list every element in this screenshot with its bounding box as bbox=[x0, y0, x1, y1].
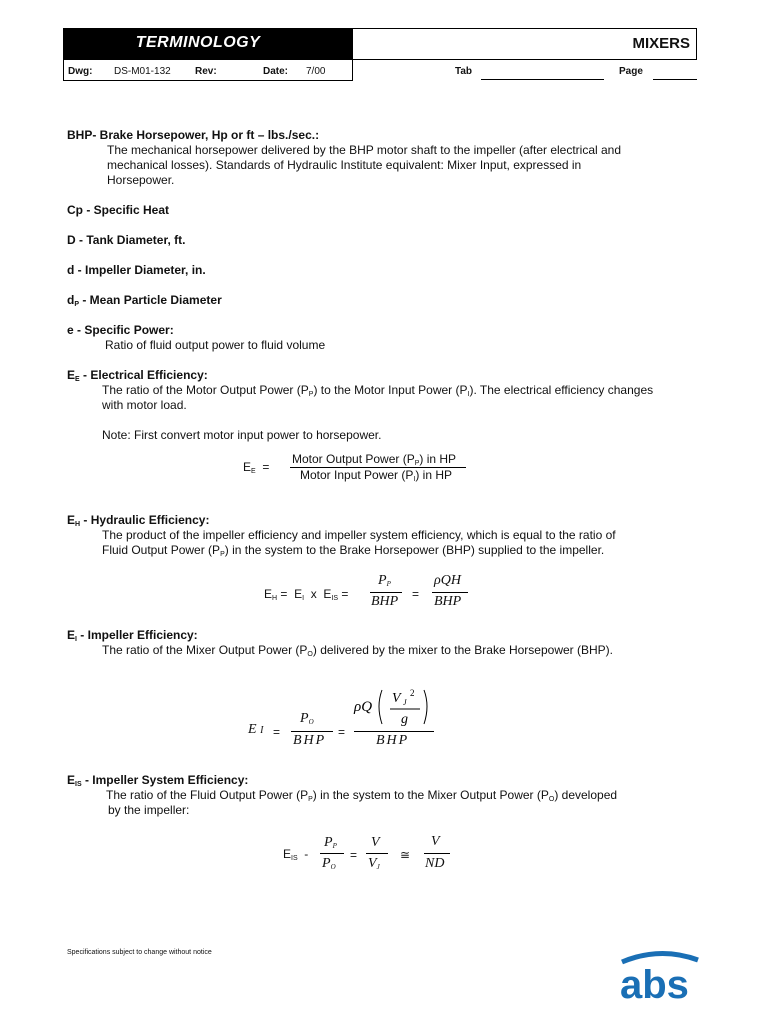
ee-term: $E_E$ - Electrical Efficiency: bbox=[67, 368, 208, 383]
eh-num-pp: $P_P$ bbox=[378, 573, 391, 588]
bhp-desc-2: mechanical losses). Standards of Hydraulic Institute equivalent: Mixer Input, expressed in bbox=[107, 158, 582, 172]
eh-num-rhoqh: ρQH bbox=[434, 573, 461, 588]
eis-fraction-bar-1 bbox=[320, 853, 344, 854]
svg-text:J: J bbox=[403, 698, 407, 707]
ee-desc-1: The ratio of the Motor Output Power $(P_P)$ to the Motor Input Power $(P_I)$. The electrical efficiency changes bbox=[102, 383, 654, 398]
eis-desc-2: by the impeller: bbox=[108, 803, 190, 817]
ee-formula-numerator: Motor Output Power $(P_P)$ in HP bbox=[292, 452, 457, 467]
eis-equals: = bbox=[350, 848, 358, 862]
e-term: e - Specific Power: bbox=[67, 323, 174, 337]
abs-logo bbox=[618, 948, 702, 1004]
eh-fraction-bar-2 bbox=[432, 592, 468, 593]
eis-fraction-bar-2 bbox=[366, 853, 388, 854]
ei-term: $E_I$ - Impeller Efficiency: bbox=[67, 628, 198, 643]
page-field bbox=[653, 79, 697, 80]
eh-den-bhp-1: BHP bbox=[371, 594, 399, 609]
eis-den-nd: ND bbox=[425, 856, 445, 871]
ei-equals-1: = bbox=[273, 725, 281, 739]
svg-text:ρQ: ρQ bbox=[354, 699, 373, 715]
footer-disclaimer: Specifications subject to change without notice bbox=[67, 949, 212, 956]
eh-formula-lhs: $E_H = E_I$ x $E_{IS}$ = bbox=[264, 587, 349, 602]
bhp-desc-3: Horsepower. bbox=[107, 173, 175, 187]
date-value: 7/00 bbox=[306, 66, 326, 77]
tab-field bbox=[481, 79, 604, 80]
svg-text:V: V bbox=[392, 691, 401, 706]
d-term: D - Tank Diameter, ft. bbox=[67, 233, 186, 247]
eh-desc-1: The product of the impeller efficiency and impeller system efficiency, which is equal to the ratio of bbox=[102, 528, 616, 542]
eh-term: $E_H$ - Hydraulic Efficiency: bbox=[67, 513, 210, 528]
eh-fraction-bar-1 bbox=[370, 592, 402, 593]
svg-text:2: 2 bbox=[410, 688, 415, 698]
tab-label: Tab bbox=[455, 66, 473, 77]
ee-desc-2: with motor load. bbox=[102, 398, 187, 412]
eis-num-v: V bbox=[371, 835, 380, 850]
bhp-term: BHP- Brake Horsepower, Hp or ft – lbs./sec.: bbox=[67, 128, 320, 142]
ei-desc: The ratio of the Mixer Output Power $(P_O)$ delivered by the mixer to the Brake Horsepower (BHP). bbox=[102, 643, 613, 658]
dp-term: $d_P$ - Mean Particle Diameter bbox=[67, 293, 222, 308]
ei-formula-lhs: E I bbox=[248, 722, 264, 737]
eis-desc-1: The ratio of the Fluid Output Power $(P_P)$ in the system to the Mixer Output Power $(P_O)$ developed bbox=[106, 788, 618, 803]
e-desc: Ratio of fluid output power to fluid volume bbox=[105, 338, 326, 352]
ei-fraction-bar-1 bbox=[291, 731, 333, 732]
eis-approx: ≅ bbox=[400, 848, 411, 862]
category-label: MIXERS bbox=[632, 35, 690, 52]
eis-term: $E_{IS}$ - Impeller System Efficiency: bbox=[67, 773, 249, 788]
ee-formula-denominator: Motor Input Power $(P_I)$ in HP bbox=[300, 468, 453, 483]
ei-num-po: $P_O$ bbox=[300, 711, 314, 726]
ei-den-bhp-2: BHP bbox=[376, 733, 410, 748]
page-title: TERMINOLOGY bbox=[135, 34, 261, 51]
ee-formula-lhs: $E_E$ = bbox=[243, 460, 270, 475]
eis-formula-lhs: $E_{IS}$ - bbox=[283, 847, 309, 862]
eis-den-vj: $V_J$ bbox=[368, 856, 380, 871]
ei-equals-2: = bbox=[338, 725, 346, 739]
rev-label: Rev: bbox=[195, 66, 217, 77]
bhp-desc-1: The mechanical horsepower delivered by the BHP motor shaft to the impeller (after electrical and bbox=[107, 143, 622, 157]
date-label: Date: bbox=[263, 66, 289, 77]
ei-den-bhp-1: BHP bbox=[293, 733, 327, 748]
dwg-value: DS-M01-132 bbox=[114, 66, 171, 77]
eis-fraction-bar-3 bbox=[424, 853, 450, 854]
eh-equals: = bbox=[412, 587, 420, 601]
d-small-term: d - Impeller Diameter, in. bbox=[67, 263, 206, 277]
ee-note: Note: First convert motor input power to horsepower. bbox=[102, 428, 382, 442]
eh-den-bhp-2: BHP bbox=[434, 594, 462, 609]
ei-fraction-bar-2 bbox=[354, 731, 434, 732]
eis-num-pp: $P_P$ bbox=[324, 835, 337, 850]
svg-text:abs: abs bbox=[620, 963, 689, 1004]
svg-text:g: g bbox=[401, 712, 408, 727]
eh-desc-2: Fluid Output Power $(P_P)$ in the system to the Brake Horsepower (BHP) supplied to the impeller. bbox=[102, 543, 605, 558]
dwg-label: Dwg: bbox=[68, 66, 93, 77]
eis-num-v2: V bbox=[431, 834, 440, 849]
cp-term: Cp - Specific Heat bbox=[67, 203, 170, 217]
eis-den-po: $P_O$ bbox=[322, 856, 336, 871]
page-label: Page bbox=[619, 66, 643, 77]
ei-numerator-expression bbox=[352, 680, 438, 730]
